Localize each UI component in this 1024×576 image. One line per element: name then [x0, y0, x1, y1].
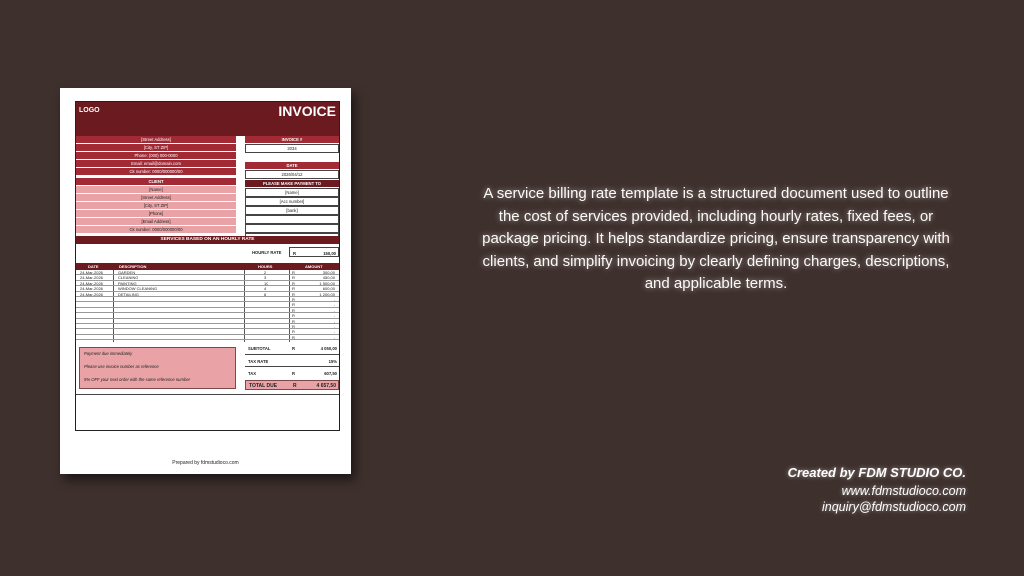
- row-amount: 600,00: [322, 286, 335, 292]
- client-phone: [Phone]: [76, 210, 236, 217]
- total-due-label: TOTAL DUE: [249, 383, 278, 389]
- row-amount: -: [333, 302, 335, 308]
- row-description: DETAILING: [118, 291, 139, 297]
- row-currency: R: [292, 302, 295, 308]
- row-amount: 1 200,00: [319, 291, 335, 297]
- sender-city: [City, ST ZIP]: [76, 144, 236, 151]
- payment-blank-2: [245, 224, 339, 233]
- tax-value: 607,50: [324, 371, 337, 376]
- row-amount: 300,00: [322, 270, 335, 275]
- row-hours: 3: [264, 275, 267, 281]
- row-description: PAINTING: [118, 280, 137, 286]
- total-due-value: 4 657,50: [316, 383, 336, 389]
- payment-name: [Name]: [245, 188, 339, 197]
- col-description: DESCRIPTION: [119, 264, 147, 269]
- total-due-row: [245, 380, 339, 390]
- row-date: 24-Mar-2026: [80, 270, 103, 275]
- subtotal-row: [245, 342, 339, 355]
- client-block: [76, 178, 236, 234]
- row-amount: -: [333, 334, 335, 340]
- client-name: [Name]: [76, 186, 236, 193]
- tax-row: [245, 367, 339, 379]
- created-by: Created by FDM STUDIO CO.: [787, 465, 966, 480]
- tax-currency: R: [292, 371, 296, 376]
- items-table: [76, 270, 339, 342]
- row-description: WINDOW CLEANING: [118, 286, 158, 292]
- row-hours: 8: [264, 291, 267, 297]
- row-amount: 450,00: [322, 275, 335, 281]
- hourly-rate-label: HOURLY RATE: [252, 250, 282, 255]
- payment-account: [Acc number]: [245, 197, 339, 206]
- client-city: [City, ST ZIP]: [76, 202, 236, 209]
- description-text: A service billing rate template is a structured document used to outline the cost of services provided, including hourly rates, fixed fees, or package pricing. It helps standardize pricing, ensure transparency with clients, and simplify invoicing by clearly defining charges, descriptions, and applicable terms.: [482, 185, 950, 292]
- row-hours: 2: [264, 270, 267, 275]
- sender-phone: Phone: (000) 000-0000: [76, 152, 236, 159]
- client-email: [Email Address]: [76, 218, 236, 225]
- invoice-date: 2026/04/12: [245, 170, 339, 179]
- note-discount: 5% OFF your next order with the same reference number: [84, 377, 191, 382]
- row-hours: 10: [264, 280, 269, 286]
- note-payment-due: Payment due immediately: [84, 351, 133, 356]
- row-amount: -: [333, 313, 335, 319]
- contact-email[interactable]: inquiry@fdmstudioco.com: [822, 500, 966, 514]
- row-amount: -: [333, 307, 335, 313]
- sender-email: Email: email@domain.com: [76, 160, 236, 167]
- invoice-number-label: INVOICE #: [245, 136, 339, 143]
- logo-text: LOGO: [79, 107, 100, 114]
- row-currency: R: [292, 329, 295, 335]
- services-title: SERVICES BASED ON AN HOURLY RATE: [76, 236, 339, 244]
- subtotal-label: SUBTOTAL: [248, 346, 271, 351]
- row-currency: R: [292, 307, 295, 313]
- row-amount: -: [333, 297, 335, 302]
- subtotal-value: 4 050,00: [320, 346, 337, 351]
- row-date: 24-Mar-2026: [80, 280, 103, 286]
- client-label: CLIENT: [76, 178, 236, 185]
- row-description: CLEANING: [118, 275, 139, 281]
- tax-rate-value: 15%: [328, 359, 337, 364]
- subtotal-currency: R: [292, 346, 296, 351]
- payment-label: PLEASE MAKE PAYMENT TO: [245, 180, 339, 187]
- row-currency: R: [292, 324, 295, 329]
- col-hours: HOURS: [258, 264, 273, 269]
- invoice-page: [60, 88, 351, 474]
- prepared-by: Prepared by fdmstudioco.com: [172, 460, 239, 466]
- row-amount: 1 500,00: [319, 280, 335, 286]
- hourly-rate-value: 150,00: [323, 250, 336, 256]
- row-date: 24-Mar-2026: [80, 275, 103, 281]
- note-reference: Please use invoice number as reference: [84, 364, 159, 369]
- row-currency: R: [292, 318, 295, 324]
- invoice-sheet: [75, 101, 340, 431]
- payment-blank-1: [245, 215, 339, 224]
- row-date: 24-Mar-2026: [80, 291, 103, 297]
- sender-block: [76, 136, 236, 176]
- tax-rate-row: [245, 355, 339, 367]
- row-currency: R: [292, 334, 295, 340]
- hourly-rate-currency: R: [293, 250, 297, 256]
- row-currency: R: [292, 291, 295, 297]
- row-amount: -: [333, 329, 335, 335]
- invoice-info: [245, 136, 339, 242]
- row-currency: R: [292, 313, 295, 319]
- row-hours: 4: [264, 286, 267, 292]
- row-amount: -: [333, 318, 335, 324]
- row-currency: R: [292, 286, 295, 292]
- tax-rate-label: TAX RATE: [248, 359, 269, 364]
- client-street: [Street Address]: [76, 194, 236, 201]
- tax-label: TAX: [248, 371, 257, 376]
- row-date: 24-Mar-2026: [80, 286, 103, 292]
- invoice-number: 2034: [245, 144, 339, 153]
- row-currency: R: [292, 280, 295, 286]
- total-due-currency: R: [293, 383, 297, 389]
- col-amount: AMOUNT: [305, 264, 323, 269]
- row-description: GARDEN: [118, 270, 136, 275]
- sender-ck-number: Ck number: 0000/000000/00: [76, 168, 236, 175]
- client-ck-number: Ck number: 0000/000000/00: [76, 226, 236, 233]
- col-date: DATE: [88, 264, 99, 269]
- invoice-header: [76, 102, 339, 136]
- row-currency: R: [292, 270, 295, 275]
- date-label: DATE: [245, 162, 339, 169]
- table-row: [76, 335, 339, 340]
- table-header: [76, 263, 339, 270]
- sender-street: [Street Address]: [76, 136, 236, 143]
- row-amount: -: [333, 324, 335, 329]
- row-currency: R: [292, 275, 295, 281]
- row-currency: R: [292, 297, 295, 302]
- website-link[interactable]: www.fdmstudioco.com: [841, 484, 966, 498]
- notes-box: [79, 347, 236, 389]
- invoice-title: INVOICE: [278, 103, 336, 119]
- payment-bank: [bank]: [245, 206, 339, 215]
- hourly-rate-box: [289, 247, 339, 257]
